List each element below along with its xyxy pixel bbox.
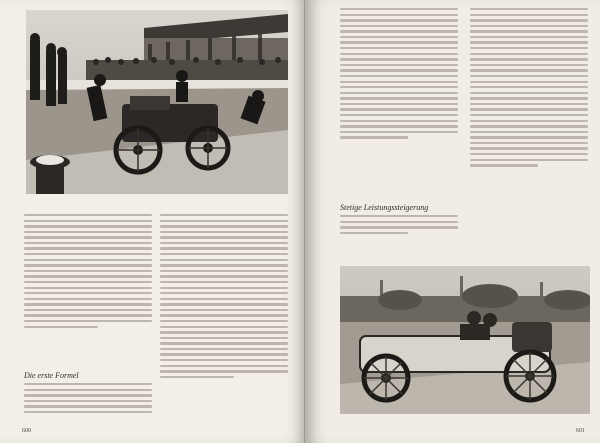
left-photo-caption (26, 197, 288, 203)
photo-vintage-race-car-road (340, 266, 590, 414)
right-text-column-2 (470, 8, 588, 167)
left-text-column-2 (160, 214, 288, 378)
left-text-column-1-continued (24, 383, 152, 413)
right-page (306, 0, 600, 443)
section-heading-die-erste-formel: Die erste Formel (24, 371, 79, 380)
right-photo-caption-text (340, 250, 590, 256)
right-text-column-1-continued (340, 215, 458, 234)
page-number-left: 600 (22, 428, 31, 434)
section-heading-stetige-leistungssteigerung: Stetige Leistungssteigerung (340, 203, 429, 212)
left-text-column-1 (24, 214, 152, 328)
page-number-right: 601 (576, 428, 585, 434)
left-photo-caption-text (26, 197, 288, 203)
right-photo-caption (340, 250, 590, 256)
photo-pit-stop-race-car (26, 10, 288, 194)
right-text-column-1 (340, 8, 458, 139)
